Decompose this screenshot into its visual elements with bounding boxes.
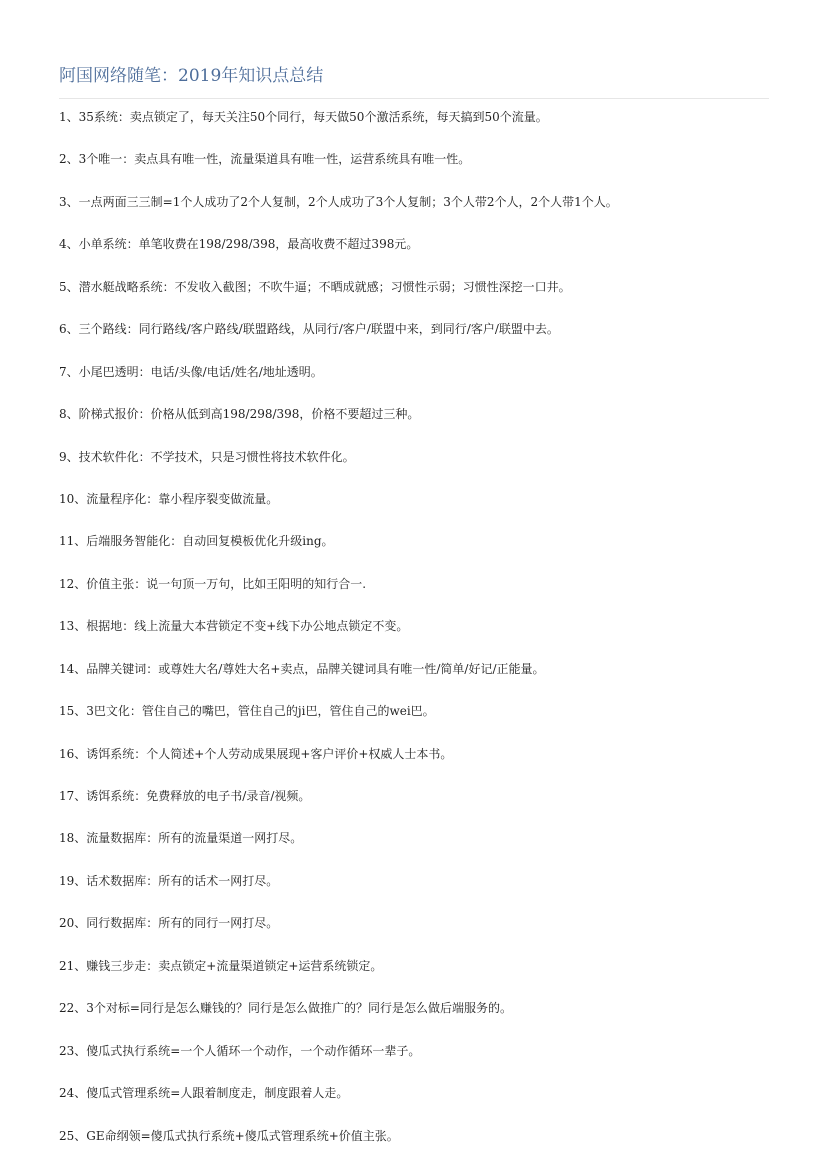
list-item bbox=[59, 403, 779, 445]
list-item-text: 19、话术数据库：所有的话术一网打尽。 bbox=[59, 873, 279, 888]
list-item bbox=[59, 488, 779, 530]
list-item-text: 9、技术软件化：不学技术，只是习惯性将技术软件化。 bbox=[59, 449, 355, 464]
list-item bbox=[59, 912, 779, 954]
list-item bbox=[59, 276, 779, 318]
list-item-text: 21、赚钱三步走：卖点锁定+流量渠道锁定+运营系统锁定。 bbox=[59, 958, 383, 973]
list-item-text: 6、三个路线：同行路线/客户路线/联盟路线，从同行/客户/联盟中来，到同行/客户/联盟中去。 bbox=[59, 322, 559, 337]
list-item bbox=[59, 658, 779, 700]
list-item-text: 3、一点两面三三制=1个人成功了2个人复制，2个人成功了3个人复制；3个人带2个人，2个人带1个人。 bbox=[59, 194, 618, 209]
list-item bbox=[59, 318, 779, 360]
list-item-text: 14、品牌关键词：或尊姓大名/尊姓大名+卖点，品牌关键词具有唯一性/简单/好记/正能量。 bbox=[59, 661, 545, 676]
list-item-text: 7、小尾巴透明：电话/头像/电话/姓名/地址透明。 bbox=[59, 364, 323, 379]
list-item-text: 10、流量程序化：靠小程序裂变做流量。 bbox=[59, 491, 279, 506]
list-item-text: 1、35系统：卖点锁定了，每天关注50个同行，每天做50个激活系统，每天搞到50个流量。 bbox=[59, 110, 548, 124]
list-item-text: 15、3巴文化：管住自己的嘴巴，管住自己的ji巴，管住自己的wei巴。 bbox=[59, 704, 435, 719]
list-item bbox=[59, 615, 779, 657]
list-item bbox=[59, 997, 779, 1039]
list-item bbox=[59, 870, 779, 912]
page-title: 阿国网络随笔：2019年知识点总结 bbox=[59, 66, 324, 86]
list-item bbox=[59, 1082, 779, 1124]
list-item-text: 17、诱饵系统：免费释放的电子书/录音/视频。 bbox=[59, 789, 311, 803]
list-item-text: 18、流量数据库：所有的流量渠道一网打尽。 bbox=[59, 831, 303, 846]
list-item bbox=[59, 743, 779, 785]
list-item bbox=[59, 827, 779, 869]
list-item-text: 13、根据地：线上流量大本营锁定不变+线下办公地点锁定不变。 bbox=[59, 619, 409, 634]
list-item bbox=[59, 148, 779, 190]
list-item-text: 4、小单系统：单笔收费在198/298/398，最高收费不超过398元。 bbox=[59, 237, 419, 252]
list-item bbox=[59, 361, 779, 403]
list-item bbox=[59, 530, 779, 572]
list-item bbox=[59, 446, 779, 488]
list-item-text: 20、同行数据库：所有的同行一网打尽。 bbox=[59, 916, 279, 931]
list-item bbox=[59, 233, 779, 275]
list-item-text: 25、GE命纲领=傻瓜式执行系统+傻瓜式管理系统+价值主张。 bbox=[59, 1128, 399, 1143]
list-item bbox=[59, 955, 779, 997]
list-item bbox=[59, 573, 779, 615]
list-item-text: 5、潜水艇战略系统：不发收入截图；不吹牛逼；不晒成就感；习惯性示弱；习惯性深挖一口井。 bbox=[59, 279, 571, 294]
list-item-text: 24、傻瓜式管理系统=人跟着制度走，制度跟着人走。 bbox=[59, 1086, 349, 1101]
knowledge-list bbox=[59, 106, 779, 1167]
list-item-text: 8、阶梯式报价：价格从低到高198/298/398，价格不要超过三种。 bbox=[59, 407, 420, 422]
list-item-text: 12、价值主张：说一句顶一万句，比如王阳明的知行合一. bbox=[59, 576, 367, 591]
list-item-text: 16、诱饵系统：个人简述+个人劳动成果展现+客户评价+权威人士本书。 bbox=[59, 746, 453, 761]
list-item bbox=[59, 106, 779, 148]
list-item-text: 23、傻瓜式执行系统=一个人循环一个动作，一个动作循环一辈子。 bbox=[59, 1043, 421, 1058]
list-item bbox=[59, 191, 779, 233]
list-item-text: 2、3个唯一：卖点具有唯一性，流量渠道具有唯一性，运营系统具有唯一性。 bbox=[59, 152, 471, 167]
list-item-text: 22、3个对标=同行是怎么赚钱的？同行是怎么做推广的？同行是怎么做后端服务的。 bbox=[59, 1001, 512, 1016]
list-item bbox=[59, 700, 779, 742]
list-item bbox=[59, 785, 779, 827]
title-divider bbox=[59, 98, 769, 99]
list-item bbox=[59, 1125, 779, 1167]
list-item-text: 11、后端服务智能化：自动回复模板优化升级ing。 bbox=[59, 534, 334, 549]
list-item bbox=[59, 1040, 779, 1082]
